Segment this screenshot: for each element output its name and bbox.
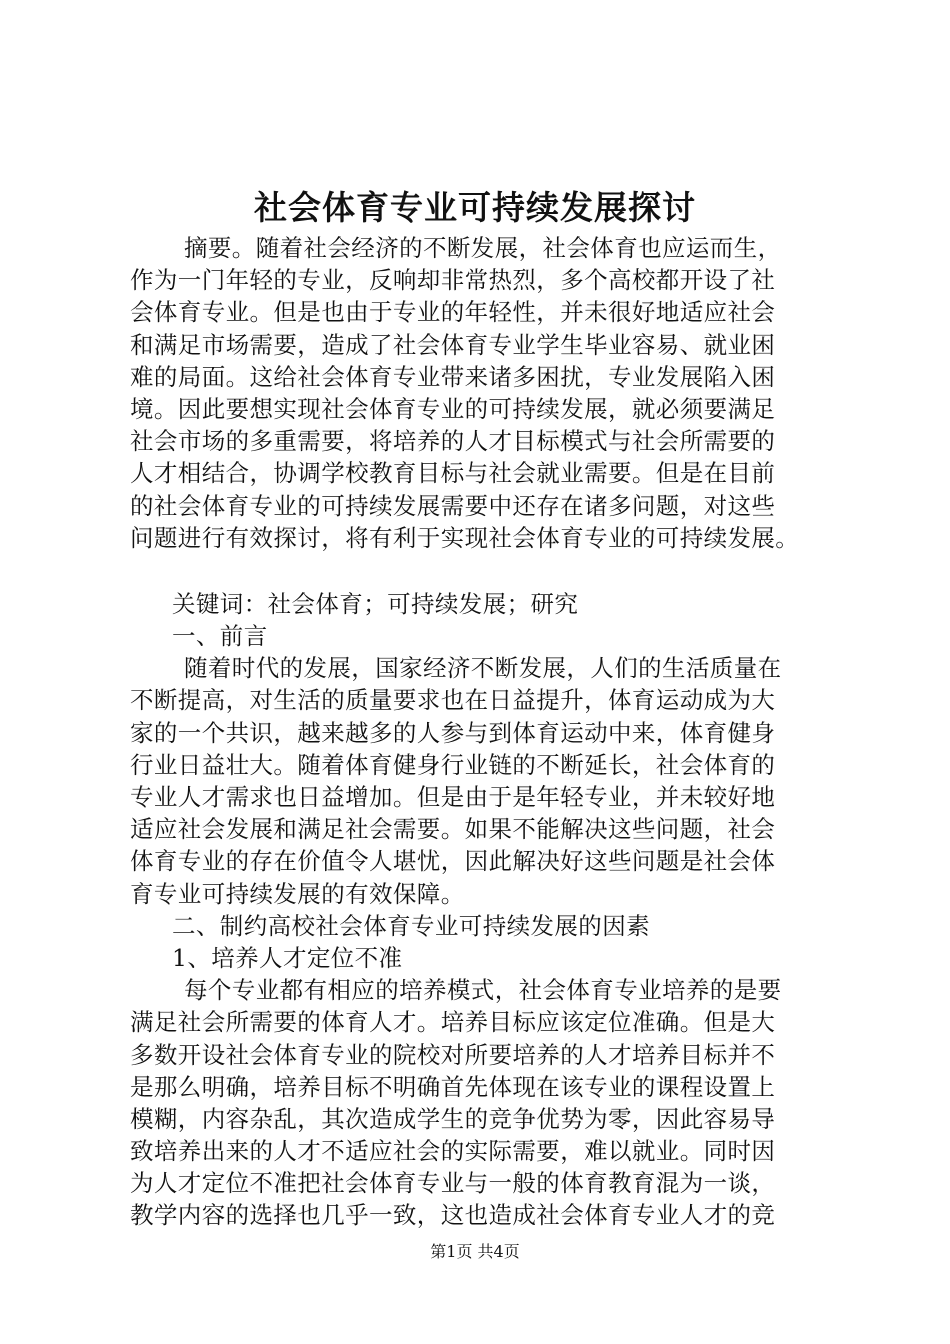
abstract-line: 境。因此要想实现社会体育专业的可持续发展，就必须要满足 [130,394,776,423]
abstract-line: 的社会体育专业的可持续发展需要中还存在诸多问题，对这些 [130,491,776,520]
abstract-line: 社会市场的多重需要，将培养的人才目标模式与社会所需要的 [130,427,776,456]
abstract-line: 和满足市场需要，造成了社会体育专业学生毕业容易、就业困 [130,330,776,359]
abstract-line: 人才相结合，协调学校教育目标与社会就业需要。但是在目前 [130,459,776,488]
paragraph-gap [130,554,840,588]
document-body [130,232,840,1232]
subsection-heading: 1、培养人才定位不准 [172,943,403,972]
paragraph-line: 随着时代的发展，国家经济不断发展，人们的生活质量在 [184,654,782,683]
paragraph-line: 为人才定位不准把社会体育专业与一般的体育教育混为一谈， [130,1169,776,1198]
paragraph-line: 满足社会所需要的体育人才。培养目标应该定位准确。但是大 [130,1008,776,1037]
section-heading: 一、前言 [172,622,268,651]
keywords: 关键词：社会体育；可持续发展；研究 [172,589,579,618]
paragraph-line: 是那么明确，培养目标不明确首先体现在该专业的课程设置上 [130,1072,776,1101]
paragraph-line: 多数开设社会体育专业的院校对所要培养的人才培养目标并不 [130,1040,776,1069]
paragraph-line: 不断提高，对生活的质量要求也在日益提升，体育运动成为大 [130,686,776,715]
abstract-line: 作为一门年轻的专业，反响却非常热烈，多个高校都开设了社 [130,266,776,295]
abstract-line: 会体育专业。但是也由于专业的年轻性，并未很好地适应社会 [130,298,776,327]
paragraph-line: 家的一个共识，越来越多的人参与到体育运动中来，体育健身 [130,718,776,747]
paragraph-line: 模糊，内容杂乱，其次造成学生的竞争优势为零，因此容易导 [130,1104,776,1133]
paragraph-line: 每个专业都有相应的培养模式，社会体育专业培养的是要 [184,976,782,1005]
abstract-line: 难的局面。这给社会体育专业带来诸多困扰，专业发展陷入困 [130,362,776,391]
document-title: 社会体育专业可持续发展探讨 [254,188,696,227]
paragraph-line: 专业人才需求也日益增加。但是由于是年轻专业，并未较好地 [130,783,776,811]
section-heading: 二、制约高校社会体育专业可持续发展的因素 [172,911,650,940]
page-footer: 第1页 共4页 [430,1242,520,1261]
paragraph-line: 适应社会发展和满足社会需要。如果不能解决这些问题，社会 [130,815,776,844]
abstract-line: 问题进行有效探讨，将有利于实现社会体育专业的可持续发展。 [130,523,800,552]
paragraph-line: 体育专业的存在价值令人堪忧，因此解决好这些问题是社会体 [130,847,776,876]
paragraph-line: 行业日益壮大。随着体育健身行业链的不断延长，社会体育的 [130,750,776,779]
paragraph-line: 教学内容的选择也几乎一致，这也造成社会体育专业人才的竞 [130,1201,776,1230]
paragraph-line: 育专业可持续发展的有效保障。 [130,879,465,908]
abstract-line: 摘要。随着社会经济的不断发展，社会体育也应运而生， [184,234,782,262]
paragraph-line: 致培养出来的人才不适应社会的实际需要，难以就业。同时因 [130,1137,776,1166]
